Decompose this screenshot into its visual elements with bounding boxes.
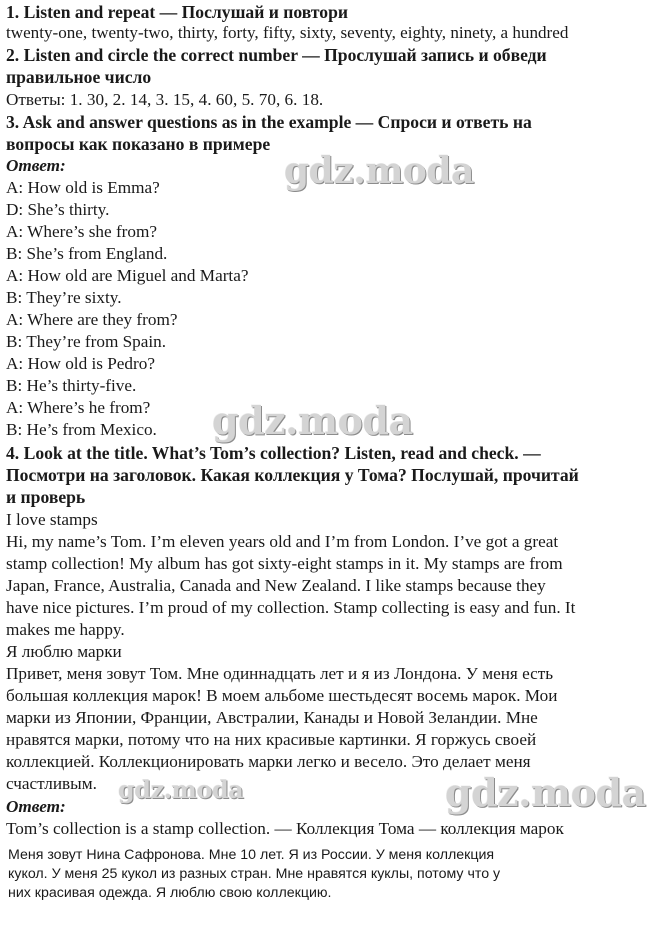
text-title-english: I love stamps [6, 510, 98, 529]
watermark: gdz.moda [118, 775, 244, 804]
exercise-2-answers: Ответы: 1. 30, 2. 14, 3. 15, 4. 60, 5. 70, 6. 18. [6, 90, 324, 109]
russian-text-line: марки из Японии, Франции, Австралии, Канады и Новой Зеландии. Мне [6, 708, 538, 727]
exercise-3-heading: 3. Ask and answer questions as in the example — Спроси и ответь на [6, 112, 532, 132]
english-text-line: stamp collection! My album has got sixty-eight stamps in it. My stamps are from [6, 554, 563, 573]
watermark: gdz.moda [284, 150, 474, 192]
watermark: gdz.moda [445, 770, 646, 815]
russian-text-line: коллекцией. Коллекционировать марки легко и весело. Это делает меня [6, 752, 531, 771]
russian-text-line: Привет, меня зовут Том. Мне одиннадцать лет и я из Лондона. У меня есть [6, 664, 554, 683]
exercise-4-answer: Tom’s collection is a stamp collection. — Коллекция Тома — коллекция марок [6, 819, 564, 838]
russian-text-line: большая коллекция марок! В моем альбоме шестьдесят восемь марок. Мои [6, 686, 558, 705]
english-text-line: Hi, my name’s Tom. I’m eleven years old and I’m from London. I’ve got a great [6, 532, 559, 551]
footer-text-line: них красивая одежда. Я люблю свою коллекцию. [8, 885, 332, 901]
footer-text-line: кукол. У меня 25 кукол из разных стран. Мне нравятся куклы, потому что у [8, 866, 501, 882]
russian-text-line: нравятся марки, потому что на них красивые картинки. Я горжусь своей [6, 730, 537, 749]
watermark: gdz.moda [212, 398, 413, 443]
dialogue-line: A: How old are Miguel and Marta? [6, 266, 249, 285]
dialogue-line: D: She’s thirty. [6, 200, 110, 219]
dialogue-line: A: Where’s she from? [6, 222, 157, 241]
exercise-4-heading-cont: Посмотри на заголовок. Какая коллекция у Тома? Послушай, прочитай [6, 465, 579, 485]
text-title-russian: Я люблю марки [6, 642, 122, 661]
dialogue-line: B: They’re sixty. [6, 288, 122, 307]
dialogue-line: B: They’re from Spain. [6, 332, 167, 351]
english-text-line: have nice pictures. I’m proud of my collection. Stamp collecting is easy and fun. It [6, 598, 576, 617]
dialogue-line: B: He’s thirty-five. [6, 376, 137, 395]
footer-text-line: Меня зовут Нина Сафронова. Мне 10 лет. Я из России. У меня коллекция [8, 847, 495, 863]
russian-text-line: счастливым. [6, 774, 97, 793]
exercise-4-heading-cont: и проверь [6, 487, 86, 507]
exercise-2-heading: 2. Listen and circle the correct number — Прослушай запись и обведи [6, 45, 547, 65]
answer-label: Ответ: [6, 156, 66, 175]
dialogue-line: A: Where’s he from? [6, 398, 151, 417]
dialogue-line: B: She’s from England. [6, 244, 168, 263]
answer-label: Ответ: [6, 797, 66, 816]
dialogue-line: A: How old is Pedro? [6, 354, 155, 373]
exercise-1-heading: 1. Listen and repeat — Послушай и повтори [6, 2, 348, 22]
dialogue-line: B: He’s from Mexico. [6, 420, 157, 439]
exercise-2-heading-cont: правильное число [6, 67, 152, 87]
english-text-line: makes me happy. [6, 620, 125, 639]
dialogue-line: A: How old is Emma? [6, 178, 160, 197]
exercise-1-numbers: twenty-one, twenty-two, thirty, forty, fifty, sixty, seventy, eighty, ninety, a hundred [6, 23, 569, 42]
english-text-line: Japan, France, Australia, Canada and New Zealand. I like stamps because they [6, 576, 546, 595]
dialogue-line: A: Where are they from? [6, 310, 178, 329]
exercise-3-heading-cont: вопросы как показано в примере [6, 134, 271, 154]
exercise-4-heading: 4. Look at the title. What’s Tom’s collection? Listen, read and check. — [6, 443, 541, 463]
